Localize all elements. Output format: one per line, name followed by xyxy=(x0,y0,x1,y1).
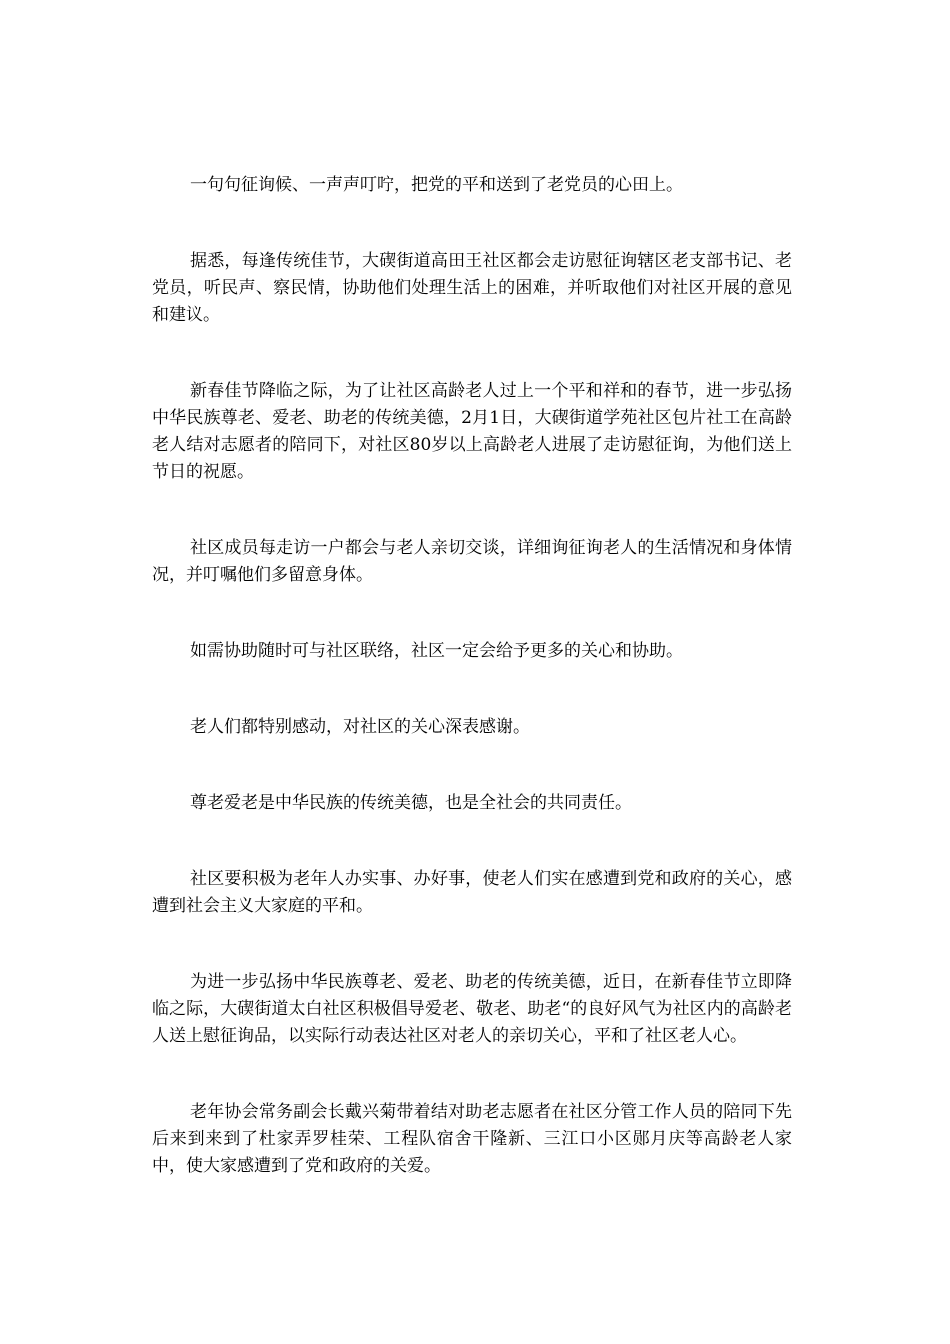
paragraph-9: 为进一步弘扬中华民族尊老、爱老、助老的传统美德，近日，在新春佳节立即降临之际，大碶街道太白社区积极倡导爱老、敬老、助老“的良好风气为社区内的高龄老人送上慰征询品，以实际行动表达社区对老人的亲切关心，平和了社区老人心。 xyxy=(152,972,792,1046)
paragraph-8: 社区要积极为老年人办实事、办好事，使老人们实在感遭到党和政府的关心，感遭到社会主义大家庭的平和。 xyxy=(152,869,792,916)
document-body xyxy=(152,172,792,1229)
paragraph-5: 如需协助随时可与社区联络，社区一定会给予更多的关心和协助。 xyxy=(190,641,683,661)
paragraph-6: 老人们都特别感动，对社区的关心深表感谢。 xyxy=(190,717,530,737)
paragraph-3: 新春佳节降临之际，为了让社区高龄老人过上一个平和祥和的春节，进一步弘扬中华民族尊老、爱老、助老的传统美德，2月1日，大碶街道学苑社区包片社工在高龄老人结对志愿者的陪同下，对社区80岁以上高龄老人进展了走访慰征询，为他们送上节日的祝愿。 xyxy=(152,381,792,482)
paragraph-7: 尊老爱老是中华民族的传统美德，也是全社会的共同责任。 xyxy=(190,793,632,813)
paragraph-2: 据悉，每逢传统佳节，大碶街道高田王社区都会走访慰征询辖区老支部书记、老党员，听民声、察民情，协助他们处理生活上的困难，并听取他们对社区开展的意见和建议。 xyxy=(152,251,792,325)
paragraph-4: 社区成员每走访一户都会与老人亲切交谈，详细询征询老人的生活情况和身体情况，并叮嘱他们多留意身体。 xyxy=(152,538,792,585)
paragraph-10: 老年协会常务副会长戴兴菊带着结对助老志愿者在社区分管工作人员的陪同下先后来到来到了杜家弄罗桂荣、工程队宿舍干隆新、三江口小区郧月庆等高龄老人家中，使大家感遭到了党和政府的关爱。 xyxy=(152,1102,792,1176)
paragraph-1: 一句句征询候、一声声叮咛，把党的平和送到了老党员的心田上。 xyxy=(190,175,683,195)
